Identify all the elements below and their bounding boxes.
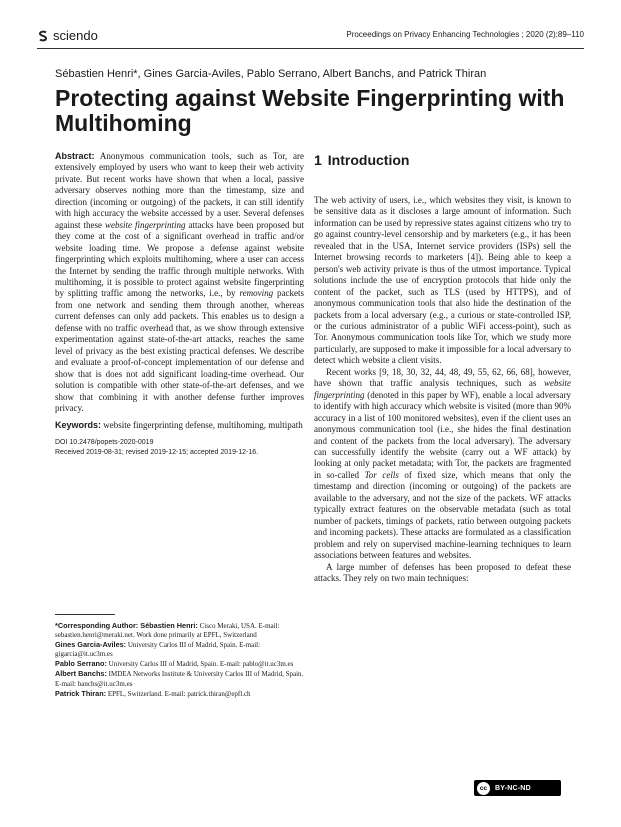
footnote <box>55 689 304 699</box>
footnote-text: Cisco Meraki, USA. E-mail: sebastien.henri@meraki.net. Work done primarily at EPFL, Switzerland <box>55 622 280 640</box>
footnote-author: Albert Banchs: <box>55 669 107 679</box>
section-heading <box>314 151 571 169</box>
sciendo-logo-icon <box>37 30 49 42</box>
section-title: Introduction <box>327 152 410 168</box>
footnote-author: Pablo Serrano: <box>55 659 107 669</box>
footnote-divider <box>55 614 115 615</box>
footnote-author: Gines Garcia-Aviles: <box>55 640 127 650</box>
page-header <box>37 26 584 50</box>
paragraph-text: Recent works [9, 18, 30, 32, 44, 48, 49, 55, 62, 66, 68], however, have shown that traffic analysis techniques, such as <box>314 366 571 389</box>
keywords-text: website fingerprinting defense, multihoming, multipath <box>101 420 303 431</box>
abstract-label: Abstract: <box>55 151 95 161</box>
abstract-text: Anonymous communication tools, such as Tor, are extensively employed by users who want to keep their web activity private. But recent works have shown that when a local, passive adversary observes nothing more than the timestamp, size and direction (incoming or outgoing) of the packets, it can still identify with high accuracy the website accessed by a user. Several defenses against these <box>55 151 304 230</box>
license-text: BY-NC-ND <box>495 784 531 792</box>
cc-license-badge <box>474 780 561 796</box>
cc-icon: cc <box>477 782 490 795</box>
intro-paragraph: A large number of defenses has been proposed to defeat these attacks. They rely on two main techniques: <box>314 561 571 583</box>
intro-paragraph <box>314 367 571 562</box>
abstract-text: attacks have been proposed but they come at the cost of a significant overhead in traffic and/or website loading time. We propose a defense against website fingerprinting which exploits multihoming, where a user can access the Internet by sending the traffic through multiple networks. With multihoming, it is possible to protect against website fingerprinting by splitting traffic among the networks, i.e., by <box>55 219 304 299</box>
author-footnotes <box>55 614 304 699</box>
keywords <box>55 420 304 431</box>
abstract-text: packets from one network and sending them through another, whereas current defenses can only add packets. This enables us to design a defense with no traffic overhead that, as we show through extensive experimentation against state-of-the-art attacks, reaches the same level of privacy as the best existing practical defenses. We describe and evaluate a proof-of-concept implementation of our defense and show that is does not add significant loading-time overhead. Our solution is compatible with other state-of-the-art defenses, and we show that combining it with another defense further improves privacy. <box>55 288 304 413</box>
paper-title: Protecting against Website Fingerprinting with Multihoming <box>55 85 565 136</box>
footnote-text: University Carlos III of Madrid, Spain. E-mail: gigarcia@it.uc3m.es <box>55 641 261 659</box>
left-column <box>55 151 304 458</box>
footnote-text: EPFL, Switzerland. E-mail: patrick.thiran@epfl.ch <box>106 689 251 698</box>
footnote-text: IMDEA Networks Institute & University Carlos III of Madrid, Spain. E-mail: banchs@it.uc3m.es <box>55 670 304 688</box>
paragraph-text: (denoted in this paper by WF), enable a local adversary to identify with high accuracy which website is visited (more than 90% accuracy in a list of 100 monitored websites), even if the client uses an anonymous communication tool (i.e., she hides the final destination and content of the packets from the local adversary). The adversary can successfully identify the website (carry out a WF attack) by looking at only packet metadata; with Tor, the packets are fragmented in so-called <box>314 389 571 480</box>
doi-block <box>55 438 304 458</box>
abstract <box>55 151 304 414</box>
sciendo-logo <box>37 28 98 43</box>
abstract-emphasis: removing <box>239 288 274 299</box>
footnote <box>55 640 304 659</box>
paragraph-text: of fixed size, which means that only the timestamp and direction (incoming or outgoing) of the packets are available to the adversary, and not the size of the packets. WF attacks typically extract features on the observable metadata (such as total number of packets, timings of packets, ratio between outgoing packets and incoming packets). These attacks are formulated as a classification problem and rely on supervised machine-learning techniques to learn associations between features and websites. <box>314 469 571 561</box>
footnote-author: *Corresponding Author: Sébastien Henri: <box>55 621 198 630</box>
doi: DOI 10.2478/popets-2020-0019 <box>55 438 154 446</box>
author-list: Sébastien Henri*, Gines Garcia-Aviles, Pablo Serrano, Albert Banchs, and Patrick Thiran <box>55 68 487 80</box>
footnote <box>55 659 304 669</box>
footnote-text: University Carlos III of Madrid, Spain. E-mail: pablo@it.uc3m.es <box>106 660 294 669</box>
paragraph-emphasis: Tor cells <box>364 469 399 480</box>
logo-text: sciendo <box>53 28 98 43</box>
keywords-label: Keywords: <box>55 420 102 431</box>
journal-reference: Proceedings on Privacy Enhancing Technologies ; 2020 (2):89–110 <box>346 30 584 39</box>
abstract-emphasis: website fingerprinting <box>105 219 186 230</box>
paragraph-emphasis: website fingerprinting <box>314 378 571 400</box>
section-number: 1 <box>314 152 322 168</box>
footnote <box>55 669 304 688</box>
received-dates: Received 2019-08-31; revised 2019-12-15; accepted 2019-12-16. <box>55 448 259 456</box>
footnote <box>55 621 304 640</box>
right-column <box>314 151 571 584</box>
header-divider <box>37 48 584 49</box>
footnote-author: Patrick Thiran: <box>55 688 107 698</box>
intro-paragraph: The web activity of users, i.e., which websites they visit, is known to be sensitive data as it discloses a large amount of information. Such information can be used by repressive states against citizens who try to go against country-level censorship and by marketers (e.g., it has been revealed that in the USA, Internet service providers (ISPs) sell the Internet browsing records to marketers [4]). Being able to keep a person's web activity private is thus of the utmost importance. Typical solutions include the use of encryption protocols that hide only the content of the packet, such as TLS (used by HTTPS), and of anonymous communication tools that also hide the destination of the packets from a local adversary (e.g., a curious or state-controlled ISP, or the curious administrator of a public WiFi access-point), such as Tor. Anonymous communication tools like Tor, which we study more particularly, are supposed to make it impossible for a local adversary to detect which website a client visits. <box>314 195 571 366</box>
